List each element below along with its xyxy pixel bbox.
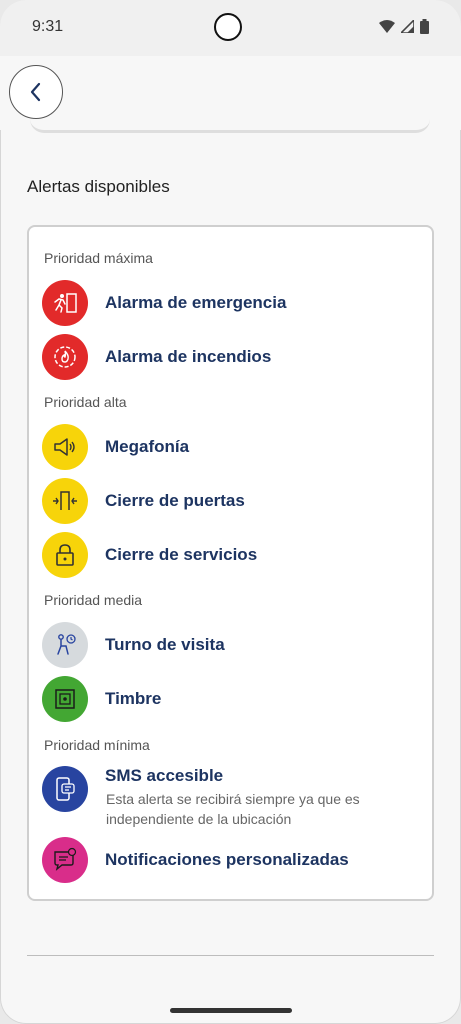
alert-label: Notificaciones personalizadas bbox=[105, 850, 349, 869]
alert-item-visit-turn[interactable] bbox=[42, 622, 225, 668]
door-close-icon bbox=[42, 478, 88, 524]
previous-card-edge bbox=[30, 114, 430, 133]
priority-header: Prioridad máxima bbox=[44, 250, 153, 266]
chat-notification-icon bbox=[42, 837, 88, 883]
megaphone-icon bbox=[42, 424, 88, 470]
alert-label: Timbre bbox=[105, 689, 162, 708]
alert-description: Esta alerta se recibirá siempre ya que es independiente de la ubicación bbox=[106, 791, 360, 827]
sms-phone-icon bbox=[42, 766, 88, 812]
battery-icon bbox=[420, 19, 429, 34]
status-time: 9:31 bbox=[32, 18, 64, 35]
alerts-card bbox=[27, 225, 434, 901]
chevron-left-icon bbox=[29, 82, 43, 102]
alert-label: Alarma de emergencia bbox=[105, 293, 287, 312]
alert-label: Cierre de puertas bbox=[105, 491, 245, 510]
alert-item-doorbell[interactable] bbox=[42, 676, 161, 722]
home-indicator[interactable] bbox=[170, 1008, 292, 1013]
alert-label: Megafonía bbox=[105, 437, 190, 456]
alert-item-fire[interactable] bbox=[42, 334, 271, 380]
section-title: Alertas disponibles bbox=[27, 177, 170, 196]
alert-item-door-close[interactable] bbox=[42, 478, 245, 524]
alert-item-emergency[interactable] bbox=[42, 280, 286, 326]
alert-item-custom-notifications[interactable] bbox=[42, 837, 349, 883]
alert-label: Turno de visita bbox=[105, 635, 225, 654]
priority-header: Prioridad mínima bbox=[44, 737, 150, 753]
back-button[interactable] bbox=[9, 65, 63, 119]
priority-header: Prioridad media bbox=[44, 592, 143, 608]
priority-header: Prioridad alta bbox=[44, 394, 127, 410]
doorbell-icon bbox=[42, 676, 88, 722]
wifi-icon bbox=[379, 20, 395, 33]
status-icons bbox=[379, 19, 429, 34]
emergency-exit-icon bbox=[42, 280, 88, 326]
front-camera bbox=[214, 13, 242, 41]
alert-label: SMS accesible bbox=[105, 766, 224, 785]
alert-label: Cierre de servicios bbox=[105, 545, 258, 564]
signal-icon bbox=[401, 20, 414, 33]
visit-turn-icon bbox=[42, 622, 88, 668]
alert-item-megaphone[interactable] bbox=[42, 424, 189, 470]
status-bar bbox=[0, 0, 461, 56]
lock-icon bbox=[42, 532, 88, 578]
divider bbox=[27, 955, 434, 956]
fire-icon bbox=[42, 334, 88, 380]
alert-item-lock[interactable] bbox=[42, 532, 257, 578]
alert-label: Alarma de incendios bbox=[105, 347, 272, 366]
